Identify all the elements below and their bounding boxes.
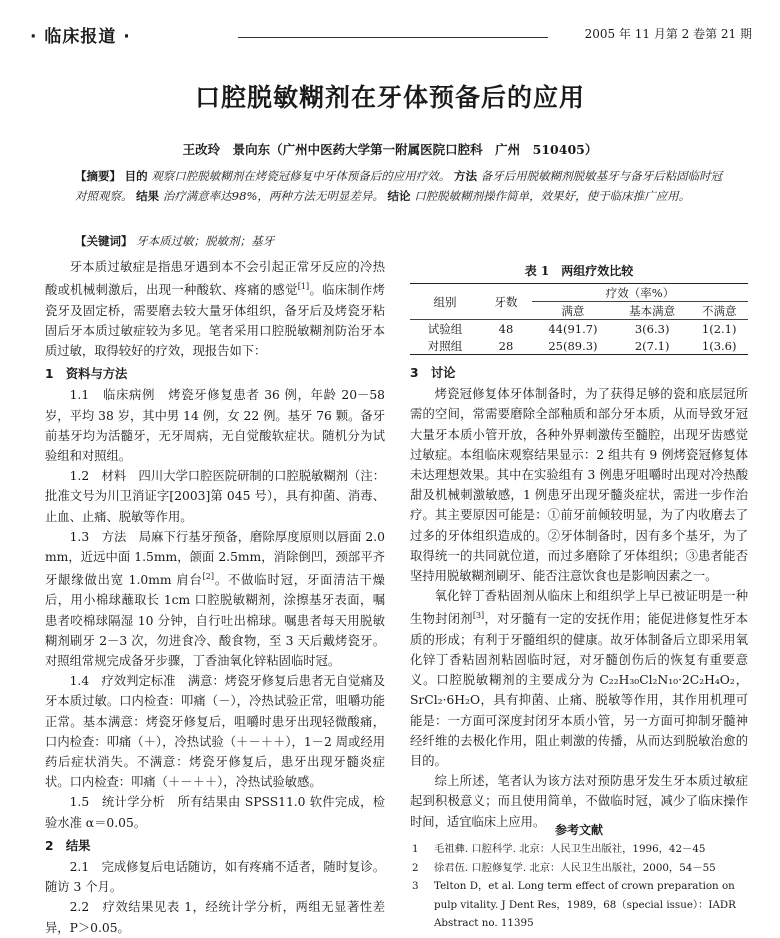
reference-number: 1 [412,843,419,855]
table-row [410,320,748,338]
left-column [45,257,385,938]
table-header-effect: 疗效（率%） [532,284,748,302]
paragraph-text: 1.5 统计学分析 所有结果由 SPSS11.0 软件完成，检验水准 α＝0.05。 [45,795,385,830]
table-cell: 28 [480,337,532,355]
table-cell: 25(89.3) [532,337,614,355]
abstract-section-label: 结论 [387,189,411,203]
abstract-section-text: 备牙后用脱敏糊剂脱敏基牙与备牙后粘固临时冠对照观察。 [75,169,723,203]
reference-number: 2 [412,861,419,874]
article-title: 口腔脱敏糊剂在牙体预备后的应用 [194,83,585,112]
paragraph-text: 1.3 方法 局麻下行基牙预备，磨除厚度原则以唇面 2.0 mm，近远中面 1.5mm，颌面 2.5mm，消除倒凹，颈部平齐牙龈缘做出宽 1.0mm 肩台 [45,529,385,588]
references-list [412,840,750,933]
paragraph-text: 。临床制作烤瓷牙及固定桥，需要磨去较大量牙体组织，备牙后及烤瓷牙粘固后牙本质过敏症较为多见。笔者采用口腔脱敏糊剂防治牙本质过敏，取得较好的疗效，现报告如下： [45,283,385,358]
section-heading: 1 资料与方法 [45,367,128,382]
paragraph-text: 牙本质过敏症是指患牙遇到本不会引起正常牙反应的冷热酸或机械刺激后，出现一种酸软、疼痛的感觉 [45,260,385,298]
abstract [75,166,725,206]
table-row [410,337,748,355]
table-cell: 1(3.6) [690,337,748,355]
reference-number: 3 [412,880,419,892]
abstract-section-text: 治疗满意率达98%，两种方法无明显差异。 [162,189,384,203]
citation-mark: [2] [202,572,214,582]
paragraph [45,857,385,897]
paragraph-text: 2.1 完成修复后电话随访，如有疼痛不适者，随时复诊。随访 3 个月。 [45,860,385,895]
paragraph [45,897,385,937]
issue-info: 2005 年 11 月第 2 卷第 21 期 [584,27,752,41]
paragraph-text: ，对牙髓有一定的安抚作用；能促进修复性牙本质的形成；有利于牙髓组织的健康。故牙体制备后立即采用氧化锌丁香粘固剂粘固临时冠，对牙髓创伤后的恢复有重要意义。口腔脱敏糊剂的主要成分为 C₂₂H₃₀Cl₂N₁₀·2C₂H₄O₂，SrCl₂·6H₂O，具有抑菌、止痛、脱敏等作用，其作用机理可能是：一方面可深度封闭牙本质小管，另一方面可抑制牙髓神经纤维的去极化作用，阻止刺激的传播，从而达到脱敏治愈的目的。 [410,612,748,768]
table-cell: 2(7.1) [614,337,691,355]
paragraph [410,586,748,771]
paragraph-text: 2.2 疗效结果见表 1，经统计学分析，两组无显著性差异，P＞0.05。 [45,900,385,935]
table-cell: 48 [498,321,514,336]
section-label: · 临床报道 · [30,27,131,47]
citation-mark: [3] [472,611,485,621]
paragraph [410,384,748,586]
table-header-count: 牙数 [480,284,532,320]
abstract-section-label: 目的 [124,169,148,183]
table-header-basic: 基本满意 [614,302,691,320]
paragraph [45,385,385,466]
abstract-section-label: 结果 [136,189,160,203]
reference-text: 毛祖彝. 口腔科学. 北京：人民卫生出版社，1996，42－45 [434,843,706,855]
reference-item [412,859,750,878]
keywords [75,232,725,250]
references-title: 参考文献 [554,823,603,837]
table-cell: 44(91.7) [548,321,598,336]
abstract-section-text: 口腔脱敏糊剂操作简单，效果好，使于临床推广应用。 [414,189,691,203]
paragraph [45,257,385,361]
author-line: 王改玲 景向东（广州中医药大学第一附属医院口腔科 广州 510405） [182,142,598,157]
abstract-section-label: 方法 [453,169,477,183]
reference-text: Telton D，et al. Long term effect of crown preparation on pulp vitality. J Dent Res，1989，68（special issue）：IADR Abstract no. 11395 [434,880,736,929]
table-cell: 对照组 [410,337,480,355]
table-title: 表 1 两组疗效比较 [524,264,634,278]
table-header-unsatisfied: 不满意 [690,302,748,320]
paragraph [45,527,385,672]
paragraph-text: 1.2 材料 四川大学口腔医院研制的口腔脱敏糊剂（注：批准文号为川卫消证字[2003]第 045 号），具有抑菌、消毒、止血、止痛、脱敏等作用。 [45,469,385,524]
section-heading: 2 结果 [45,838,91,853]
paragraph [45,466,385,527]
keywords-label: 【关键词】 [75,234,133,248]
paragraph-text: 1.4 疗效判定标准 满意：烤瓷牙修复后患者无自觉痛及牙本质过敏。口内检查：叩痛（－），冷热试验正常，咀嚼功能正常。基本满意：烤瓷牙修复后，咀嚼时患牙出现轻微酸痛，口内检查：叩痛（＋），冷热试验（＋－＋＋），1－2 周或经用药后症状消失。不满意：烤瓷牙修复后，患牙出现牙髓炎症状。口内检查：叩痛（＋－＋＋），冷热试验敏感。 [45,674,385,790]
table-cell: 1(2.1) [701,321,737,336]
right-column [410,360,748,832]
paragraph-text: 烤瓷冠修复体牙体制备时，为了获得足够的瓷和底层冠所需的空间，常需要磨除全部釉质和部分牙本质，从而导致牙冠大量牙本质小管开放，各种外界刺激传至髓腔，出现牙齿感觉过敏症。本组临床观察结果显示：2 组共有 9 例烤瓷冠修复体未达理想效果。其中在实验组有 3 例患牙咀嚼时出现对冷热酸甜及机械刺激敏感，1 例患牙出现牙髓炎症状，需进一步作治疗。其主要原因可能是：①前牙前倾较明显，为了内收磨去了过多的牙体组织造成的。②牙体制备时，因有多个基牙，为了取得统一的共同就位道，而过多磨除了牙体组织；③患者能否坚持用脱敏糊剂刷牙、能否注意饮食也是影响因素之一。 [410,387,748,584]
abstract-section-text: 观察口腔脱敏糊剂在烤瓷冠修复中牙体预备后的应用疗效。 [151,169,451,183]
header-rule [238,37,548,38]
keywords-text: 牙本质过敏；脱敏剂；基牙 [136,234,275,248]
paragraph-text: 氧化锌丁香粘固剂从临床上和组织学上早已被证明是一种生物封闭剂 [410,589,748,627]
table-header-satisfied: 满意 [532,302,614,320]
table-header-group: 组别 [410,284,480,320]
abstract-label: 【摘要】 [75,169,121,183]
reference-text: 徐君伍. 口腔修复学. 北京：人民卫生出版社，2000，54－55 [434,861,716,874]
paragraph-text: 。不做临时冠，牙面清洁干燥后，用小棉球蘸取长 1cm 口腔脱敏糊剂，涂擦基牙表面，嘱患者咬棉球隔湿 10 分钟，自行吐出棉球。嘱患者每天用脱敏糊剂刷牙 2－3 次，勿进食冷、酸食物，至 3 天后戴烤瓷牙。对照组常规完成备牙步骤，丁香油氧化锌粘固临时冠。 [45,573,385,669]
citation-mark: [1] [297,282,310,292]
section-heading: 3 讨论 [410,366,456,380]
table-cell: 3(6.3) [634,321,670,336]
reference-item [412,840,750,859]
paragraph-text: 综上所述，笔者认为该方法对预防患牙发生牙本质过敏症起到积极意义；而且使用简单，不做临时冠，减少了临床操作时间，适宜临床上应用。 [410,774,748,829]
table-cell: 试验组 [427,321,463,336]
paragraph [45,671,385,792]
paragraph [45,792,385,832]
paragraph-text: 1.1 临床病例 烤瓷牙修复患者 36 例，年龄 20－58 岁，平均 38 岁，其中男 14 例，女 22 例。基牙 76 颗。备牙前基牙均为活髓牙，无牙周病，无自觉酸软症状。随机分为试验组和对照组。 [45,388,385,463]
reference-item [412,877,750,933]
results-table [410,283,748,355]
